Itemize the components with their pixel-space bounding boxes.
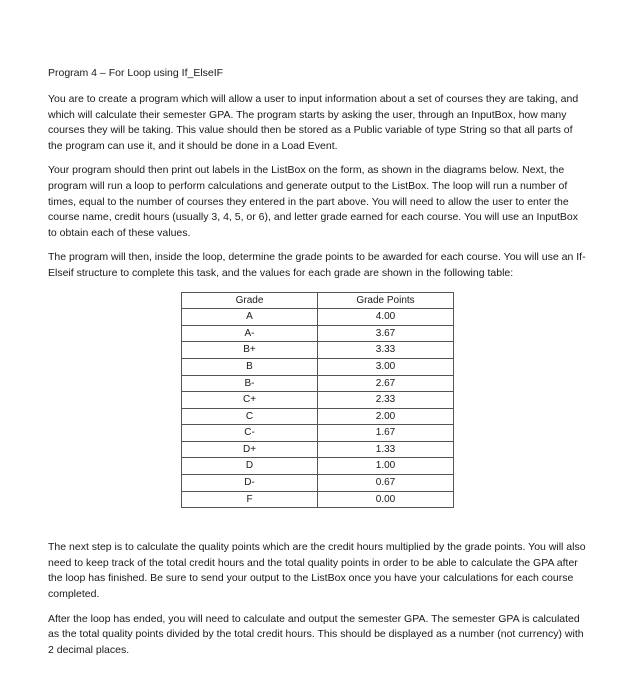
table-row <box>182 392 454 409</box>
table-row <box>182 342 454 359</box>
grade-cell: D- <box>182 475 318 492</box>
table-row <box>182 491 454 508</box>
grade-points-cell: 3.67 <box>318 325 454 342</box>
grade-points-cell: 2.33 <box>318 392 454 409</box>
grade-points-table <box>181 292 454 509</box>
table-row <box>182 375 454 392</box>
table-row <box>182 441 454 458</box>
table-row <box>182 458 454 475</box>
grade-points-cell: 1.67 <box>318 425 454 442</box>
grade-points-cell: 2.67 <box>318 375 454 392</box>
grade-points-cell: 0.00 <box>318 491 454 508</box>
grade-cell: B <box>182 358 318 375</box>
grade-cell: D+ <box>182 441 318 458</box>
semester-gpa-paragraph: After the loop has ended, you will need to calculate and output the semester GPA. The semester GPA is calculated as the total quality points divided by the total credit hours. This should be displayed as a number (not currency) with 2 decimal places. <box>48 612 584 656</box>
intro-paragraph: You are to create a program which will allow a user to input information about a set of courses they are taking, and which will calculate their semester GPA. The program starts by asking the user, through an InputBox, how many courses they will be taking. This value should then be stored as a Public variable of type String so that all parts of the program can use it, and it should be done in a Load Event. <box>48 93 579 152</box>
grade-points-cell: 4.00 <box>318 309 454 326</box>
grade-cell: A- <box>182 325 318 342</box>
document-title: Program 4 – For Loop using If_ElseIF <box>48 67 224 79</box>
table-row <box>182 309 454 326</box>
after-table-section <box>48 540 588 658</box>
grade-points-cell: 2.00 <box>318 408 454 425</box>
grade-cell: A <box>182 309 318 326</box>
grade-points-cell: 1.00 <box>318 458 454 475</box>
listbox-paragraph: Your program should then print out labels in the ListBox on the form, as shown in the diagrams below. Next, the program will run a loop to perform calculations and generate output to the ListBox. The loop will run a number of times, equal to the number of courses they entered in the part above. You will need to allow the user to enter the course name, credit hours (usually 3, 4, 5, or 6), and letter grade earned for each course. You will use an InputBox to obtain each of these values. <box>48 164 578 239</box>
table-row <box>182 425 454 442</box>
grade-points-cell: 1.33 <box>318 441 454 458</box>
grade-cell: C <box>182 408 318 425</box>
table-row <box>182 325 454 342</box>
grade-points-cell: 3.00 <box>318 358 454 375</box>
table-row <box>182 475 454 492</box>
grade-points-cell: 0.67 <box>318 475 454 492</box>
grade-cell: F <box>182 491 318 508</box>
grade-cell: D <box>182 458 318 475</box>
grade-cell: B+ <box>182 342 318 359</box>
table-header-row <box>182 292 454 309</box>
grade-cell: B- <box>182 375 318 392</box>
table-row <box>182 408 454 425</box>
quality-points-paragraph: The next step is to calculate the quality points which are the credit hours multiplied by the grade points. You will also need to keep track of the total credit hours and the total quality points in order to be able to calculate the GPA after the loop has finished. Be sure to send your output to the ListBox once you have your calculations for each course completed. <box>48 541 586 601</box>
assignment-document <box>48 66 588 667</box>
table-row <box>182 358 454 375</box>
grade-points-column-header: Grade Points <box>318 292 454 309</box>
grade-points-paragraph: The program will then, inside the loop, determine the grade points to be awarded for each course. You will use an If-Elseif structure to complete this task, and the values for each grade are shown in the following table: <box>48 251 586 279</box>
grade-column-header: Grade <box>182 292 318 309</box>
grade-cell: C+ <box>182 392 318 409</box>
grade-points-cell: 3.33 <box>318 342 454 359</box>
grade-cell: C- <box>182 425 318 442</box>
